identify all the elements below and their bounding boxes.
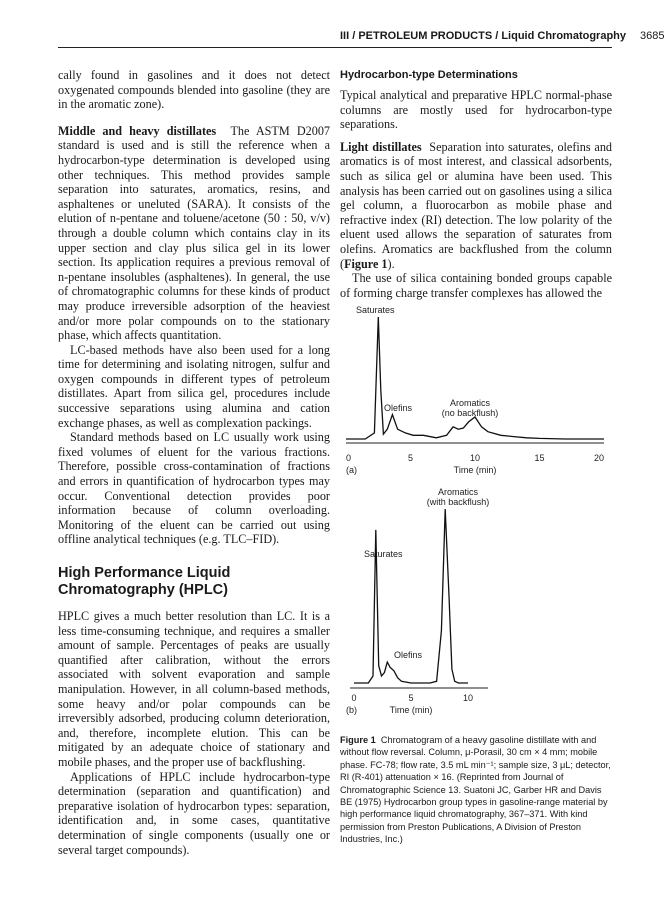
paragraph-hplc-applications: Applications of HPLC include hydrocarbon-type determination (separation and quantification) and preparative isolation of hydrocarbon types: separation, identification and, in some cases, quantitative determination of single components (usually one or several target compounds).: [58, 769, 330, 857]
middle-heavy-text: The ASTM D2007 standard is used and is still the reference when a hydrocarbon-type determination is developed using other techniques. This method provides sample separation into saturates, aromatics, resins, and asphaltenes or uneluted (SARA). It consists of the elution of n-pentane and toluene/acetone (50 : 50, v/v) through a double column which contains clay in its upper section and clay plus silica gel in its lower section. Its application requires a previous removal of n-pentane insolubles (asphaltenes). In general, the use of chromatographic columns for these kinds of product may produce irreversible adsorption of the heaviest and/or more polar compounds on to the stationary phase, which affects quantitation.: [58, 123, 331, 343]
page-number: 3685: [640, 30, 665, 42]
xtick-a-20: 20: [593, 453, 604, 463]
xtick-b-5: 5: [408, 693, 414, 703]
caption-label: Figure 1: [340, 735, 376, 745]
xlabel-b: Time (min): [389, 705, 433, 715]
light-distillates-text-end: ).: [387, 256, 395, 271]
paragraph-light-distillates: [340, 140, 612, 271]
paragraph-middle-heavy-distillates: [58, 124, 330, 343]
panel-b: [346, 487, 489, 715]
xtick-a-5: 5: [407, 453, 414, 463]
panel-label-b: (b): [346, 705, 357, 715]
runin-heading-middle-heavy: Middle and heavy distillates: [58, 123, 217, 138]
label-aromatics-b: Aromatics: [437, 487, 479, 497]
panel-a: [346, 305, 604, 475]
figure-1: [340, 295, 612, 715]
left-column: [58, 68, 330, 857]
figure-reference[interactable]: Figure 1: [344, 256, 388, 271]
label-no-backflush-a: (no backflush): [441, 408, 499, 418]
xtick-b-10: 10: [462, 693, 474, 703]
figure-caption: [340, 734, 612, 846]
section-title-hplc: High Performance Liquid Chromatography (HPLC): [58, 565, 231, 598]
running-title: III / PETROLEUM PRODUCTS / Liquid Chromatography: [340, 30, 627, 42]
header-rule: [58, 47, 612, 48]
paragraph-lc-methods: LC-based methods have also been used for a long time for determining and isolating nitrogen, sulfur and oxygen compounds in different types of petroleum distillates. Apart from silica gel, procedures include successive separations using alumina and cation exchange phases, as well as complexation packings.: [58, 342, 330, 430]
label-olefins-a: Olefins: [384, 403, 413, 413]
runin-heading-light: Light distillates: [340, 139, 422, 154]
chromatogram-figure: [340, 295, 612, 715]
label-aromatics-a: Aromatics: [449, 398, 491, 408]
subsection-title: Hydrocarbon-type Determinations: [340, 69, 518, 81]
light-distillates-text: Separation into saturates, olefins and aromatics is of most interest, and classical adsorbents, such as silica gel or alumina have been used. This analysis has been carried out on gasolines using a silica gel column, a fluorocarbon as mobile phase and refractive index (RI) detection. The low polarity of the eluent used allows the separation of saturates from olefins. Aromatics are backflushed from the column (: [340, 139, 613, 271]
paragraph-hplc-intro: HPLC gives a much better resolution than LC. It is a less time-consuming technique, and requires a smaller amount of sample. Percentages of peaks are usually quantified after calibration, without the errors associated with solvent evaporation and sample manipulation. However, in all column-based methods, some heavy and/or polar compounds can be irreversibly adsorbed, producing column deterioration, and, therefore, incomplete elution. This can be mitigated by an adequate choice of stationary and mobile phases, and the proper use of backflushing.: [58, 609, 330, 769]
xtick-a-0: 0: [346, 453, 352, 463]
label-olefins-b: Olefins: [394, 650, 423, 660]
label-saturates-a: Saturates: [356, 305, 395, 315]
paragraph-silica-bonded: The use of silica containing bonded groups capable of forming charge transfer complexes has allowed the: [340, 271, 612, 300]
chromatogram-trace-a: [346, 317, 604, 439]
label-saturates-b: Saturates: [364, 549, 403, 559]
label-with-backflush-b: (with backflush): [426, 497, 490, 507]
xlabel-a: Time (min): [453, 465, 497, 475]
paragraph-typical-columns: Typical analytical and preparative HPLC normal-phase columns are mostly used for hydrocarbon-type separations.: [340, 88, 612, 132]
caption-text: Chromatogram of a heavy gasoline distillate with and without flow reversal. Column, μ-Porasil, 30 cm × 4 mm; mobile phase. FC-78; flow rate, 3.5 mL min⁻¹; sample size, 3 μL; detector, RI (R-401) attenuation × 16. (Reprinted from Journal of Chromatographic Science 13. Suatoni JC, Garber HR and Davis BE (1975) Hydrocarbon group types in gasoline-range material by high performance liquid chromatography, 367–371. With kind permission from Preston Publications, A Division of Preston Industries, Inc.): [340, 735, 611, 845]
right-column: [340, 68, 612, 300]
paragraph-standard-methods: Standard methods based on LC usually work using fixed volumes of eluent for the various fractions. Therefore, possible cross-contamination of fractions and errors in quantification of hydrocarbon types may occur. Conventional detection provides poor information because of column overloading. Monitoring of the eluent can be carried out using offline analytical techniques (e.g. TLC–FID).: [58, 430, 330, 547]
xtick-b-0: 0: [351, 693, 357, 703]
paragraph-continued: cally found in gasolines and it does not detect oxygenated compounds blended into gasoline (they are in the aromatic zone).: [58, 68, 330, 112]
xtick-a-15: 15: [534, 453, 545, 463]
xtick-a-10: 10: [469, 453, 481, 463]
panel-label-a: (a): [346, 465, 357, 475]
running-header: [340, 30, 665, 46]
